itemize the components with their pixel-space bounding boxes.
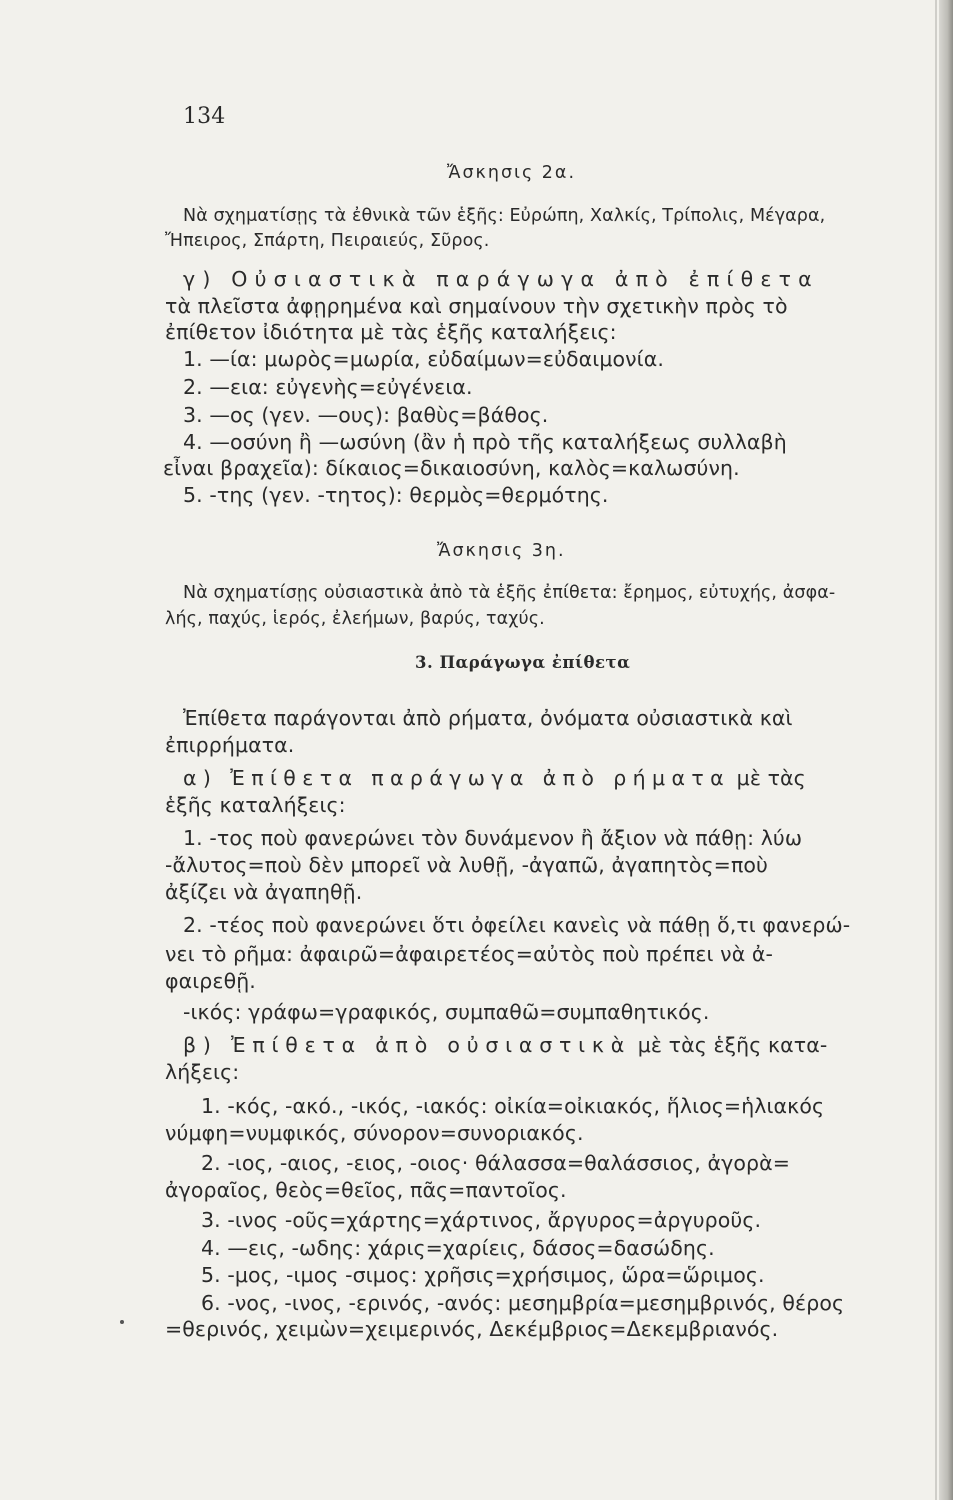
page-edge-line — [935, 0, 937, 1500]
section-beta-line-8: 6. -νος, -ινος, -ερινός, -ανός: μεσημβρία=μεσημβρινός, θέρος — [201, 1291, 845, 1315]
section-gamma-item-4: 4. —οσύνη ἢ —ωσύνη (ἂν ἡ πρὸ τῆς καταλήξεως συλλαβὴ — [183, 430, 787, 454]
section-alpha-heading-rest: μὲ τὰς — [736, 766, 806, 790]
margin-mark — [120, 1320, 124, 1324]
section-3-heading: 3. Παράγωγα ἐπίθετα — [415, 653, 631, 672]
section-alpha-heading — [183, 765, 806, 791]
section-alpha-line-1: 1. -τος ποὺ φανερώνει τὸν δυνάμενον ἢ ἄξιον νὰ πάθῃ: λύω — [183, 826, 803, 850]
section-gamma-item-4-cont: εἶναι βραχεῖα): δίκαιος=δικαιοσύνη, καλὸς=καλωσύνη. — [163, 456, 740, 480]
section-alpha-heading-spaced: α) Ἐπίθετα παράγωγα ἀπὸ ρήματα — [183, 766, 731, 790]
exercise-2a-line-1: Νὰ σχηματίσῃς τὰ ἐθνικὰ τῶν ἑξῆς: Εὐρώπη, Χαλκίς, Τρίπολις, Μέγαρα, — [183, 206, 826, 226]
section-beta-line-3: 2. -ιος, -αιος, -ειος, -οιος· θάλασσα=θαλάσσιος, ἀγορὰ= — [201, 1151, 790, 1175]
exercise-2a-title: Ἄσκησις 2α. — [447, 163, 577, 183]
section-beta-line-2: νύμφη=νυμφικός, σύνορον=συνοριακός. — [165, 1121, 584, 1145]
section-alpha-line-2: -ἄλυτος=ποὺ δὲν μπορεῖ νὰ λυθῇ, -ἀγαπῶ, ἀγαπητὸς=ποὺ — [165, 853, 768, 877]
section-3-intro-2: ἐπιρρήματα. — [165, 733, 295, 757]
section-gamma-intro-1: τὰ πλεῖστα ἀφῃρημένα καὶ σημαίνουν τὴν σχετικὴν πρὸς τὸ — [165, 294, 788, 318]
exercise-3h-title: Ἄσκησις 3η. — [437, 541, 566, 561]
section-gamma-item-3: 3. —ος (γεν. —ους): βαθὺς=βάθος. — [183, 403, 549, 427]
section-beta-heading-spaced: β) Ἐπίθετα ἀπὸ οὐσιαστικὰ — [183, 1033, 632, 1057]
section-beta-heading-rest: μὲ τὰς ἑξῆς κατα- — [637, 1033, 828, 1057]
section-alpha-line-7: -ικός: γράφω=γραφικός, συμπαθῶ=συμπαθητικός. — [183, 1000, 710, 1024]
exercise-2a-line-2: Ἤπειρος, Σπάρτη, Πειραιεύς, Σῦρος. — [165, 231, 490, 251]
section-alpha-heading-line-2: ἑξῆς καταλήξεις: — [165, 793, 346, 817]
section-beta-line-9: =θερινός, χειμὼν=χειμερινός, Δεκέμβριος=Δεκεμβριανός. — [165, 1317, 779, 1341]
section-alpha-line-5: νει τὸ ρῆμα: ἀφαιρῶ=ἀφαιρετέος=αὐτὸς ποὺ πρέπει νὰ ἀ- — [165, 942, 774, 966]
section-beta-heading-line-2: λήξεις: — [165, 1060, 240, 1084]
section-alpha-line-3: ἀξίζει νὰ ἀγαπηθῇ. — [165, 880, 363, 904]
section-alpha-line-4: 2. -τέος ποὺ φανερώνει ὅτι ὀφείλει κανεὶς νὰ πάθῃ ὅ,τι φανερώ- — [183, 913, 851, 937]
section-3-intro-1: Ἐπίθετα παράγονται ἀπὸ ρήματα, ὀνόματα οὐσιαστικὰ καὶ — [183, 706, 793, 730]
section-beta-line-5: 3. -ινος -οῦς=χάρτης=χάρτινος, ἄργυρος=ἀργυροῦς. — [201, 1208, 762, 1232]
page-edge-shadow — [939, 0, 953, 1500]
section-gamma-heading: γ) Οὐσιαστικὰ παράγωγα ἀπὸ ἐπίθετα — [183, 267, 819, 291]
exercise-3h-line-2: λής, παχύς, ἱερός, ἐλεήμων, βαρύς, ταχύς. — [165, 609, 545, 629]
section-gamma-item-2: 2. —εια: εὐγενὴς=εὐγένεια. — [183, 375, 473, 399]
section-beta-line-7: 5. -μος, -ιμος -σιμος: χρῆσις=χρήσιμος, ὥρα=ὥριμος. — [201, 1263, 765, 1287]
section-beta-line-1: 1. -κός, -ακό., -ικός, -ιακός: οἰκία=οἰκιακός, ἥλιος=ἡλιακός — [201, 1094, 825, 1118]
section-beta-line-4: ἀγοραῖος, θεὸς=θεῖος, πᾶς=παντοῖος. — [165, 1178, 567, 1202]
section-beta-heading — [183, 1032, 827, 1058]
section-gamma-intro-2: ἐπίθετον ἰδιότητα μὲ τὰς ἑξῆς καταλήξεις: — [165, 320, 617, 344]
page-number: 134 — [183, 104, 226, 129]
section-beta-line-6: 4. —εις, -ωδης: χάρις=χαρίεις, δάσος=δασώδης. — [201, 1236, 715, 1260]
section-gamma-item-1: 1. —ία: μωρὸς=μωρία, εὐδαίμων=εὐδαιμονία. — [183, 347, 664, 371]
section-alpha-line-6: φαιρεθῇ. — [165, 969, 256, 993]
section-gamma-item-5: 5. -της (γεν. -τητος): θερμὸς=θερμότης. — [183, 483, 609, 507]
exercise-3h-line-1: Νὰ σχηματίσῃς οὐσιαστικὰ ἀπὸ τὰ ἑξῆς ἐπίθετα: ἔρημος, εὐτυχής, ἀσφα- — [183, 583, 836, 603]
